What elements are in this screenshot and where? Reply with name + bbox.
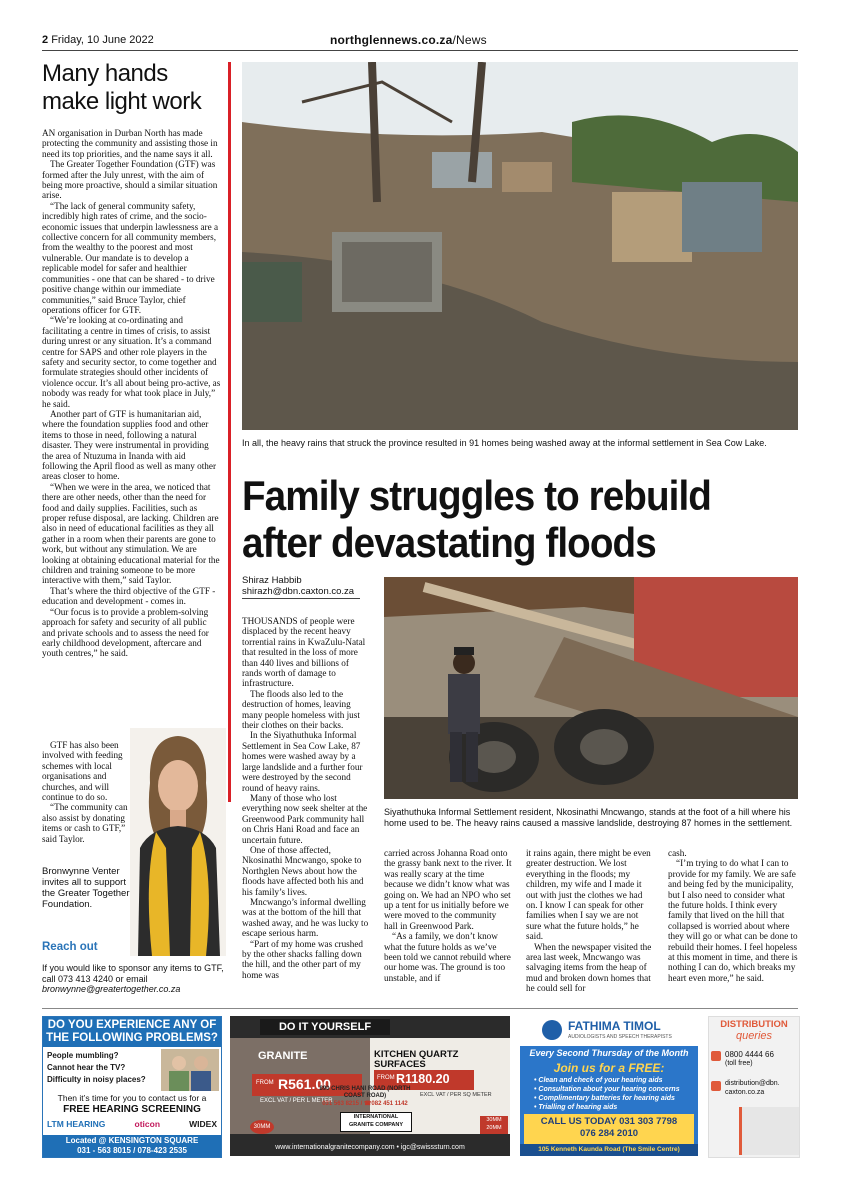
timol-call[interactable]: CALL US TODAY 031 303 7798	[540, 1116, 678, 1127]
timol-tag: AUDIOLOGISTS AND SPEECH THERAPISTS	[568, 1034, 672, 1040]
paragraph: AN organisation in Durban North has made protecting the community and assisting those in need its top priorities, and the name says it all.	[42, 128, 218, 159]
couple-illustration	[161, 1049, 219, 1091]
granite-unit: EXCL VAT / PER L METER	[260, 1098, 333, 1104]
distribution-subtitle: queries	[735, 1030, 773, 1042]
distribution-phone[interactable]: 0800 4444 66	[725, 1050, 774, 1059]
main-headline: Family struggles to rebuild after devastating floods	[242, 472, 711, 566]
distribution-email-2[interactable]: caxton.co.za	[725, 1089, 765, 1096]
granite-web[interactable]: www.internationalgranitecompany.com • igc@swisssturn.com	[275, 1144, 465, 1151]
reach-out-email[interactable]: bronwynne@greatertogether.co.za	[42, 984, 181, 994]
main-story-column-3	[526, 848, 654, 994]
paragraph: “I’m trying to do what I can to provide for my family. We are safe and being fed by the municipality, but I also need to consider what the future holds. I think every family that lived on the hill that collapsed is worried about where they will go or what can be done to rebuild their homes. I feel hopeless at this moment in time, and there is nothing I can do, which breaks my heart even more,” he said.	[668, 858, 798, 983]
paragraph: One of those affected, Nkosinathi Mncwango, spoke to Northglen News about how the floods have affected both his and his family’s lives.	[242, 844, 364, 897]
distribution-phone-note: (toll free)	[725, 1060, 753, 1067]
fathima-timol-ad[interactable]	[520, 1016, 698, 1156]
ltm-hearing-logo: LTM HEARING	[47, 1119, 106, 1129]
paragraph: “Part of my home was crushed by the other shacks falling down the hill, and the other part of my home was	[242, 938, 364, 980]
main-story-column-2	[384, 848, 512, 983]
byline-email[interactable]: shirazh@dbn.caxton.co.za	[242, 586, 355, 597]
distribution-email[interactable]: distribution@dbn.	[725, 1080, 780, 1087]
hearing-ad-question: Cannot hear the TV?	[47, 1063, 126, 1072]
hearing-screening-ad[interactable]	[42, 1016, 222, 1158]
quartz-label: KITCHEN QUARTZ SURFACES	[374, 1049, 459, 1070]
widex-logo: WIDEX	[189, 1119, 217, 1129]
hearing-ad-question: Difficulty in noisy places?	[47, 1075, 146, 1084]
timol-service-item: • Complimentary batteries for hearing aids	[534, 1095, 675, 1102]
section-divider	[228, 62, 231, 802]
paragraph: In the Siyathuthuka Informal Settlement in Sea Cow Lake, 87 homes were washed away by a large landslide and a further four were destroyed by the second round of heavy rains.	[242, 730, 363, 793]
granite-from: FROM	[256, 1080, 274, 1086]
hearing-ad-cta-bold: FREE HEARING SCREENING	[63, 1104, 201, 1115]
timol-call-2[interactable]: 076 284 2010	[579, 1128, 639, 1139]
portrait-photo	[130, 728, 226, 956]
paragraph: GTF has also been involved with feeding schemes with local organisations and churches, and will continue to do so.	[42, 740, 123, 803]
timol-service-item: • Clean and check of your hearing aids	[534, 1077, 663, 1084]
paragraph: The floods also led to the destruction of homes, leaving many people homeless with just their clothes on their backs.	[242, 688, 360, 731]
paragraph: When the newspaper visited the area last week, Mncwango was salvaging items from the heap of mud and broken down homes that he could sell for	[526, 941, 652, 994]
site-name: northglennews.co.za	[330, 33, 453, 47]
landslide-illustration	[242, 62, 798, 430]
granite-phones[interactable]: 031 563 8215 / ☎082 451 1142	[322, 1101, 408, 1107]
byline-name: Shiraz Habbib	[242, 575, 302, 586]
paragraph: “Our focus is to provide a problem-solving approach for safety and security of all public and private schools and to assess the need for early childhood development, aftercare and youth centres,” he said.	[42, 606, 209, 659]
paragraph: That’s where the third objective of the GTF - education and development - comes in.	[42, 585, 216, 607]
distribution-title: DISTRIBUTION	[720, 1019, 788, 1030]
granite-ad[interactable]	[230, 1016, 510, 1156]
byline	[242, 575, 354, 597]
paragraph: “When we were in the area, we noticed that there are other needs, other than the need for food and daily supplies. Facilities, such as proper refuse disposal, are lacking. Children are also in need of educational facilities as they all gather in a room when their parents are gone to work, but without any stimulation. We are looking at obtaining educational material for the children and training someone to be more interactive with them,” said Taylor.	[42, 481, 220, 586]
timol-service-item: • Trialling of hearing aids	[534, 1104, 618, 1111]
portrait-caption: Bronwynne Venter invites all to support the Greater Together Foundation.	[42, 866, 130, 910]
quartz-unit: EXCL VAT / PER SQ METER	[420, 1092, 492, 1098]
reach-out-text	[42, 963, 228, 995]
portrait-illustration	[130, 728, 226, 956]
ear-logo-icon	[542, 1020, 562, 1040]
reach-out-body: If you would like to sponsor any items to GTF, call 073 413 4240 or email	[42, 963, 224, 984]
page-number: 2	[42, 34, 49, 46]
granite-label: GRANITE	[258, 1050, 308, 1062]
oticon-logo: oticon	[134, 1119, 161, 1129]
granite-price: R561.00	[278, 1076, 331, 1092]
side-story-title: Many hands make light work	[42, 60, 202, 115]
granite-thickness-badge: 30MM	[250, 1120, 274, 1134]
paragraph: THOUSANDS of people were displaced by the recent heavy torrential rains in KwaZulu-Natal that resulted in the loss of more than 440 lives and billions of rands worth of damage to infrastructure.	[242, 616, 366, 689]
paragraph: cash.	[668, 848, 687, 858]
section-name: /News	[452, 33, 487, 47]
reach-out-heading: Reach out	[42, 941, 98, 953]
ad-section-rule	[42, 1008, 798, 1009]
header-rule	[42, 50, 798, 51]
top-photo	[242, 62, 798, 430]
side-story-body-tail	[42, 740, 142, 844]
paragraph: The Greater Together Foundation (GTF) was formed after the July unrest, with the aim of being more proactive, should a similar situation arise.	[42, 159, 218, 201]
main-story-column-4	[668, 848, 798, 983]
paragraph: Many of those who lost everything now seek shelter at the Greenwood Park community hall on Chris Hani Road and face an uncertain future.	[242, 792, 368, 845]
side-story-body	[42, 128, 222, 659]
hearing-ad-location: Located @ KENSINGTON SQUARE	[65, 1136, 199, 1145]
timol-join: Join us for a FREE:	[553, 1061, 665, 1075]
hearing-ad-question: People mumbling?	[47, 1051, 119, 1060]
paragraph: it rains again, there might be even greater destruction. We lost everything in the floods; my children, my wife and I made it out with just the clothes we had on. I know I can speak for other families when I say we are not sure what the future holds,” he said.	[526, 848, 651, 942]
top-photo-caption: In all, the heavy rains that struck the province resulted in 91 homes being washed away at the informal settlement in Sea Cow Lake.	[242, 438, 767, 448]
paragraph: “As a family, we don’t know what the future holds as we’ve been told we cannot rebuild where our home was. The ground is too unstable, and if	[384, 931, 511, 983]
couple-photo	[161, 1049, 219, 1091]
timol-banner: Every Second Thursday of the Month	[529, 1048, 689, 1058]
newspaper-thumbnail	[739, 1107, 800, 1155]
granite-ad-title: DO IT YOURSELF	[260, 1019, 390, 1035]
mid-photo-caption: Siyathuthuka Informal Settlement resident, Nkosinathi Mncwango, stands at the foot of a hill where his home used to be. The heavy rains caused a massive landslide, destroying 87 homes in the settlement.	[384, 807, 793, 828]
hearing-ad-phones[interactable]: 031 - 563 8015 / 078-423 2535	[77, 1146, 187, 1155]
hearing-ad-cta: Then it’s time for you to contact us for a	[57, 1093, 207, 1103]
quartz-price: R1180.20	[396, 1072, 450, 1086]
phone-icon	[711, 1051, 721, 1061]
paragraph: “The lack of general community safety, incredibly high rates of crime, and the socio-economic issues that underpin lawlessness are a collective concern for all community members, from the wealthy to the poorest and most vulnerable. Our mandate is to develop a replicable model for safer and healthier communities - one that can be shared - to drive positive change within our immediate communities,” said Bruce Taylor, chief operations officer for GTF.	[42, 200, 219, 315]
paragraph: “The community can also assist by donating items or cash to GTF,” said Taylor.	[42, 802, 128, 844]
site-masthead	[330, 33, 487, 47]
email-icon	[711, 1081, 721, 1091]
timol-service-item: • Consultation about your hearing concerns	[534, 1086, 680, 1093]
mid-photo	[384, 577, 798, 799]
paragraph: “We’re looking at co-ordinating and facilitating a centre in times of crisis, to assist during unrest or any situation. It’s a command centre for SAPS and other role players in the safety and security sector, to come together and formulate strategies should other incidents of violence occur. It’s all about being pro-active, as nobody was ready for what took place in July,” he said.	[42, 315, 221, 409]
quartz-thickness-badge: 30MM 20MM	[480, 1116, 508, 1134]
paragraph: carried across Johanna Road onto the grassy bank next to the river. It was really scary at the time because we didn’t know what was going on. We had an NPO who set up a tent for us initially before we were moved to the community hall in Greenwood Park.	[384, 848, 512, 931]
hearing-ad-headline: DO YOU EXPERIENCE ANY OF THE FOLLOWING PROBLEMS?	[43, 1017, 221, 1047]
issue-date: Friday, 10 June 2022	[51, 34, 154, 46]
page-header-date	[42, 34, 154, 46]
resident-illustration	[384, 577, 798, 799]
byline-rule	[242, 598, 360, 599]
distribution-queries-box	[708, 1016, 800, 1158]
timol-address: 105 Kenneth Kaunda Road (The Smile Centre)	[520, 1144, 698, 1156]
timol-brand: FATHIMA TIMOL	[568, 1019, 661, 1033]
main-story-column-1	[242, 616, 370, 980]
granite-address: 890 CHRIS HANI ROAD (NORTH COAST ROAD)	[319, 1086, 411, 1099]
granite-company: INTERNATIONAL GRANITE COMPANY	[340, 1112, 412, 1132]
quartz-from: FROM	[377, 1075, 395, 1081]
paragraph: Another part of GTF is humanitarian aid, where the foundation supplies food and other items to those in need, following a natural disaster. They were instrumental in providing the area of Ntuzuma in Inanda with aid following the April flood as well as many other areas closer to home.	[42, 408, 217, 482]
paragraph: Mncwango’s informal dwelling was at the bottom of the hill that washed away, and he was lucky to escape serious harm.	[242, 896, 369, 939]
